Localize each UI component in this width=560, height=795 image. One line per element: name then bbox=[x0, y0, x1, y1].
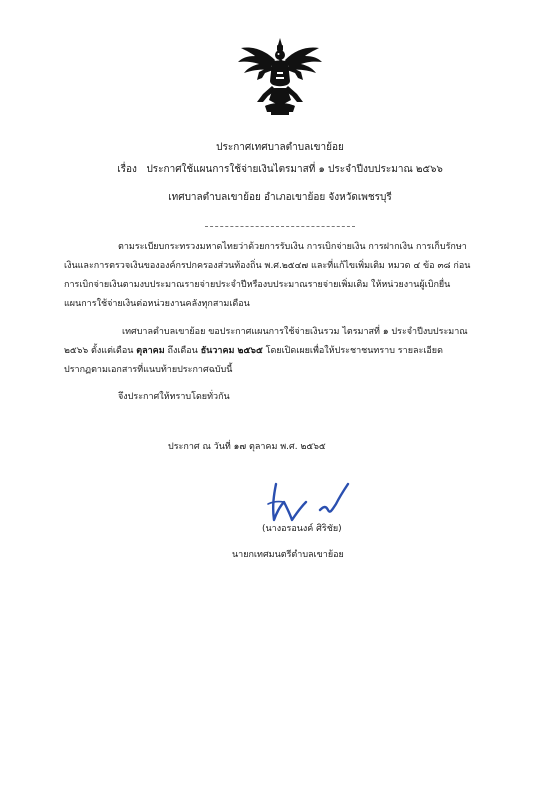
signer-name: (นางอรอนงค์ ศิริชัย) bbox=[262, 524, 342, 534]
closing-statement: จึงประกาศให้ทราบโดยทั่วกัน bbox=[118, 392, 230, 402]
text-fragment: ถึงเดือน bbox=[164, 346, 201, 356]
paragraph-line: แผนการใช้จ่ายเงินต่อหน่วยงานคลังทุกสามเดือน bbox=[64, 299, 250, 309]
paragraph-line: ปรากฏตามเอกสารที่แนบท้ายประกาศฉบับนี้ bbox=[64, 365, 233, 375]
announcement-date: ประกาศ ณ วันที่ ๑๗ ตุลาคม พ.ศ. ๒๕๖๕ bbox=[168, 442, 326, 452]
text-fragment: ๒๕๖๖ ตั้งแต่เดือน bbox=[64, 346, 137, 356]
announcement-title: ประกาศเทศบาลตำบลเขาย้อย bbox=[216, 142, 344, 153]
paragraph-line bbox=[64, 342, 504, 361]
garuda-emblem-icon bbox=[235, 36, 325, 116]
organization-line: เทศบาลตำบลเขาย้อย อำเภอเขาย้อย จังหวัดเพชรบุรี bbox=[168, 192, 392, 203]
subject-prefix: เรื่อง bbox=[117, 164, 137, 175]
paragraph-line: ตามระเบียบกระทรวงมหาดไทยว่าด้วยการรับเงิน การเบิกจ่ายเงิน การฝากเงิน การเก็บรักษา bbox=[118, 242, 467, 252]
paragraph-line: เงินและการตรวจเงินขององค์กรปกครองส่วนท้องถิ่น พ.ศ.๒๕๔๗ และที่แก้ไขเพิ่มเติม หมวด ๔ ข้อ ๓๘ ก่อน bbox=[64, 261, 471, 271]
divider bbox=[205, 226, 355, 227]
start-month: ตุลาคม bbox=[136, 346, 165, 356]
paragraph-line: การเบิกจ่ายเงินตามงบประมาณรายจ่ายประจำปีหรืองบประมาณรายจ่ายเพิ่มเติม ให้หน่วยงานผู้เบิกยื่น bbox=[64, 280, 451, 290]
end-month: ธันวาคม ๒๕๖๕ bbox=[200, 346, 263, 356]
paragraph-line: เทศบาลตำบลเขาย้อย ขอประกาศแผนการใช้จ่ายเงินรวม ไตรมาสที่ ๑ ประจำปีงบประมาณ bbox=[122, 327, 468, 337]
paragraph-regulation bbox=[64, 238, 504, 314]
signature-icon bbox=[262, 480, 358, 524]
announcement-subject bbox=[0, 162, 560, 177]
paragraph-announcement bbox=[64, 323, 504, 380]
text-fragment: โดยเปิดเผยเพื่อให้ประชาชนทราบ รายละเอียด bbox=[262, 346, 443, 356]
signer-position: นายกเทศมนตรีตำบลเขาย้อย bbox=[232, 550, 344, 560]
subject-text: ประกาศใช้แผนการใช้จ่ายเงินไตรมาสที่ ๑ ประจำปีงบประมาณ ๒๕๖๖ bbox=[146, 164, 443, 175]
